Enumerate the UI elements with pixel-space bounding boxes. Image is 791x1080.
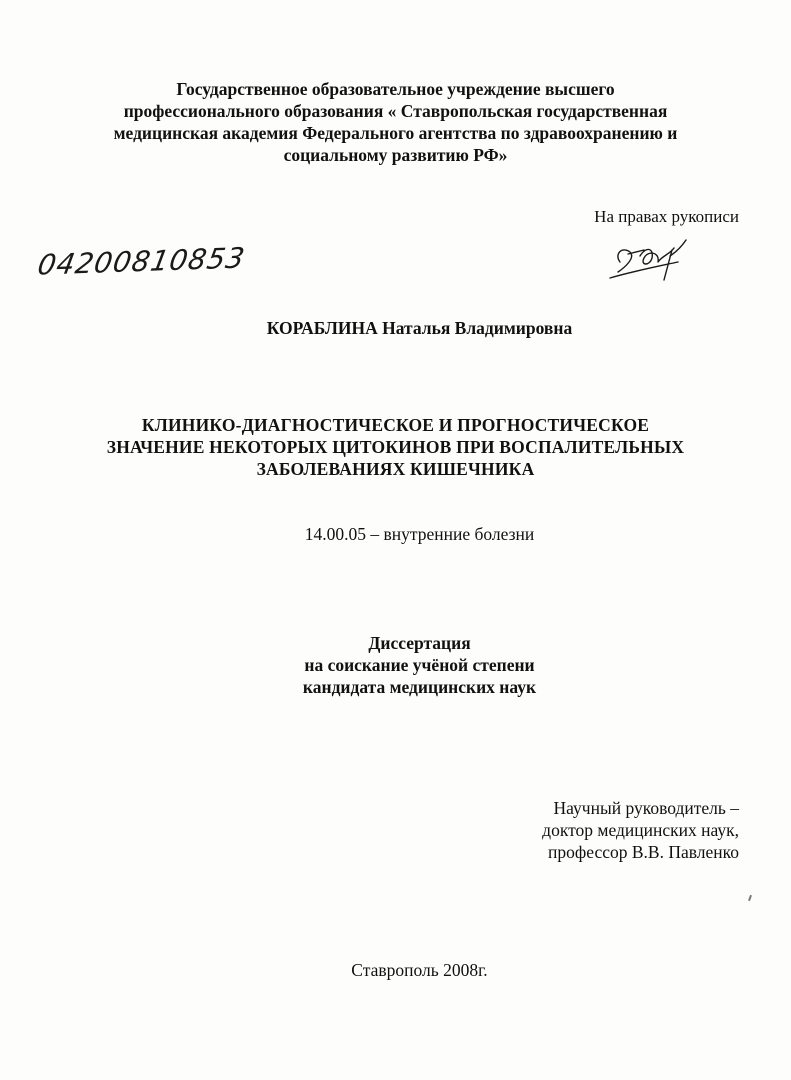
specialty-code: 14.00.05 – внутренние болезни: [304, 524, 535, 544]
institution-line: медицинская академия Федерального агентства по здравоохранению и: [113, 123, 678, 143]
rights-note: На правах рукописи: [594, 207, 739, 226]
degree-line: кандидата медицинских наук: [302, 677, 537, 697]
dissertation-degree: [48, 632, 791, 698]
scan-speck: [748, 895, 752, 901]
title-line: ЗАБОЛЕВАНИЯХ КИШЕЧНИКА: [256, 459, 535, 479]
scientific-advisor: [542, 797, 739, 863]
advisor-line: профессор В.В. Павленко: [548, 842, 739, 862]
advisor-line: доктор медицинских наук,: [542, 820, 739, 840]
degree-line: на соискание учёной степени: [304, 655, 535, 675]
signature-icon: [600, 232, 700, 294]
institution-header: [0, 78, 791, 166]
dissertation-title: [0, 414, 791, 480]
title-line: КЛИНИКО-ДИАГНОСТИЧЕСКОЕ И ПРОГНОСТИЧЕСКОЕ: [141, 415, 650, 435]
title-line: ЗНАЧЕНИЕ НЕКОТОРЫХ ЦИТОКИНОВ ПРИ ВОСПАЛИТЕЛЬНЫХ: [106, 437, 685, 457]
signature: [600, 232, 700, 294]
institution-line: профессионального образования « Ставропольская государственная: [123, 101, 668, 121]
degree-line: Диссертация: [368, 633, 471, 653]
handwritten-number: 04200810853: [35, 241, 248, 282]
institution-line: социальному развитию РФ»: [283, 145, 508, 165]
city-year: Ставрополь 2008г.: [351, 960, 488, 980]
advisor-line: Научный руководитель –: [553, 798, 739, 818]
institution-line: Государственное образовательное учреждение высшего: [176, 79, 615, 99]
author-name: КОРАБЛИНА Наталья Владимировна: [266, 318, 573, 338]
